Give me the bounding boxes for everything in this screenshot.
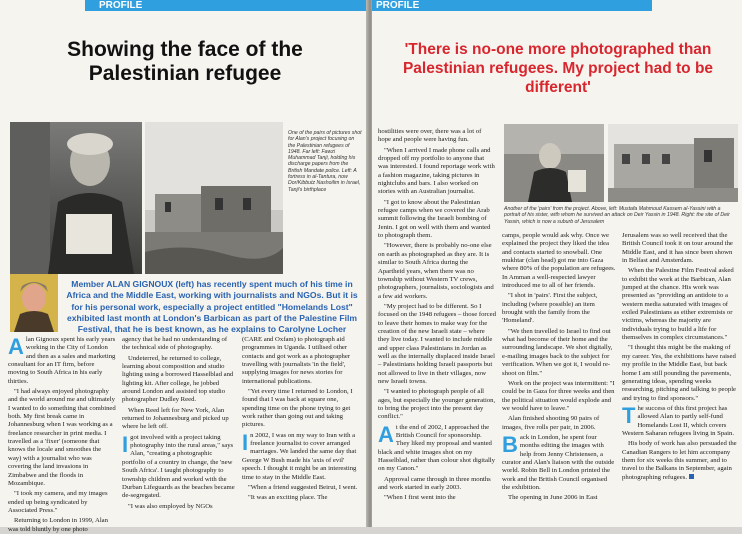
paragraph: "Yet every time I returned to London, I found that I was back at square one, spending time on the phone trying to get work rather than going out and taking pictures.	[242, 388, 353, 429]
portrait-photo	[10, 122, 142, 274]
author-photo-image	[10, 274, 58, 332]
paragraph: "I got to know about the Palestinian refugee camps when we covered the Arab summit following the Israeli bombing of Jenin. I got on well with them and wanted to photograph them.	[378, 198, 491, 240]
paragraph: ack in London, he spent four months editing the images with help from Jenny Christensen, a curator and Alan's liaison with the outside world. Robin Bell in London printed the work and the British Council organised the exhibition.	[502, 433, 615, 491]
end-mark	[689, 474, 694, 479]
paragraph: When the Palestine Film Festival asked to exhibit the work at the Barbican, Alan jumped at the chance. His work was presented as "providing an antidote to a western media saturated with images of exiled Palestinians as either extremists or victims, whereas the majority are individuals trying to build a life for themselves in complex circumstances."	[622, 267, 734, 342]
paragraph: "When a friend suggested Beirut, I went.	[248, 483, 358, 491]
paragraph: "When I first went into the	[384, 494, 456, 502]
paragraph: he success of this first project has allowed Alan to partly self-fund Homelands Lost II, which covers Western Saharan refugees living in Spain.	[622, 404, 735, 437]
body-column-1	[8, 334, 116, 533]
drop-cap: B	[502, 431, 518, 457]
portrait-photo-image	[10, 122, 142, 274]
paragraph: "We then travelled to Israel to find out what had become of their home and the surrounding landscape. We shot digitally, e-mailing images back to the subject for verification. When we got it, I would re-shoot on film."	[502, 327, 613, 377]
paragraph: (CARE and Oxfam) to photograph aid programmes in Uganda. I utilised other contacts and got work as a photographer travelling with journalists 'in the field', supplying images for news stories for international publications.	[242, 336, 351, 385]
paragraph: "My project had to be different. So I focused on the 1948 refugees – those forced to leave their homes to make way for the creation of the new Israeli state – where they live today. I wanted to include middle and upper class Palestinians in Jordan as well as the internally displaced inside Israel – Palestinians holding Israeli passports but not allowed to live in their villages, now new Israeli towns.	[378, 302, 496, 385]
body-column-3	[622, 232, 738, 527]
paragraph: Approval came through in three months and work started in early 2003.	[378, 475, 491, 492]
section-banner: PROFILE	[85, 0, 368, 11]
paragraph: "I thought this might be the making of my career. Yes, the exhibitions have raised my profile in the Middle East, but back home I am still pounding the pavements, generating ideas, spending weeks researching, pitching and talking to people and trying to find sponsors."	[622, 344, 737, 402]
paragraph: "I shot in 'pairs'. First the subject, including (where possible) an item brought with the family from the 'Homeland'.	[502, 292, 598, 325]
paragraph: "It was an exciting place. The	[248, 494, 328, 502]
paragraph: His body of work has also persuaded the Canadian Rangers to let him accompany them for six weeks this summer, and to travel to the Balkans in September, again photographing refugees.	[622, 440, 737, 481]
paragraph: Jerusalem was so well received that the British Council took it on tour around the Middle East, and it has since been shown in Belfast and Amsterdam.	[622, 232, 733, 265]
pull-quote: 'There is no-one more photographed than Palestinian refugees. My project had to be different'	[402, 41, 714, 96]
paragraph: Alan finished shooting 90 pairs of images, five rolls per pair, in 2006.	[502, 415, 600, 431]
body-column-3	[242, 336, 360, 527]
body-column-1	[378, 128, 496, 527]
drop-cap: I	[242, 429, 249, 455]
paragraph: "I was also employed by NGOs	[128, 502, 213, 510]
fortress-photo	[145, 122, 283, 274]
portrait-photo-image	[504, 124, 604, 202]
photo-caption: One of the pairs of pictures shot for Alan's project focusing on the Palestinian refugees of 1948. Far left: Fawzi Muhammad Tanji, holding his discharge papers from the British Mandate police. Left: A fortress in al-Tantura, now Dor/Kibbutz Nashoilim in Israel, Tanji's birthplace	[288, 130, 362, 193]
standfirst: Member ALAN GIGNOUX (left) has recently spent much of his time in Africa and the Middle East, working with journalists and NGOs. But it is for his personal work, especially a project entitled "Homelands Lost" exhibited last month at London's Barbican as part of the Palestine Film Festival, that he is best known, as he explains to Carolyne Locher	[66, 279, 358, 335]
paragraph: lan Gignoux spent his early years working in the City of London and then as a sales and marketing consultant for an IT firm, before moving to South Africa in his early thirties.	[8, 336, 116, 385]
paragraph: Work on the project was intermittent: "I could be in Gaza for three weeks and then the political situation would explode and we would have to leave."	[502, 379, 615, 412]
photo-caption: Another of the 'pairs' from the project. Above, left: Mustafa Mahmoud Kassem al-Yassini with a portrait of his sister, with whom he survived an attack on Deir Yassin in 1948. Right: the site of Deir Yassin, which is now a suburb of Jerusalem	[504, 206, 730, 225]
drop-cap: A	[378, 421, 394, 447]
paragraph: The opening in June 2006 in East	[508, 494, 598, 502]
paragraph: Returning to London in 1999, Alan was told bluntly by one photo	[8, 517, 108, 533]
fortress-photo-image	[145, 122, 283, 274]
author-photo	[10, 274, 58, 332]
drop-cap: A	[8, 334, 24, 359]
paragraph: t the end of 2002, I approached the British Council for sponsorship. They liked my proposal and wanted black and white images shot on my Hasselblad, rather than colour shot digitally on my Canon."	[378, 423, 496, 473]
paragraph: "When I arrived I made phone calls and dropped off my portfolio to anyone that was interested. I found reportage work with a fashion magazine, taking pictures in nightclubs and bars. I also worked on stories with an Australian journalist.	[378, 146, 495, 196]
paragraph: When Reed left for New York, Alan returned to Johannesburg and picked up where he left off.	[122, 406, 229, 431]
drop-cap: I	[122, 431, 129, 457]
portrait-photo	[504, 124, 604, 202]
paragraph: "However, there is probably no-one else on earth as photographed as they are. It is similar to South Africa during the Apartheid years, when there was no township without Western TV crews, photographers, journalists, sociologists and a few aid workers.	[378, 242, 494, 300]
building-photo	[608, 124, 738, 202]
paragraph: agency that he had no understanding of the technical side of photography.	[122, 336, 228, 352]
paragraph: "I wanted to photograph people of all ages, but especially the younger generation, to bring the project into the present day conflict."	[378, 388, 496, 421]
paragraph: n 2002, I was on my way to Iran with a freelance journalist to cover arranged marriages. We landed the same day that George W Bush made his 'axis of evil' speech. I thought it might be an interesting time to stay in the Middle East.	[242, 431, 357, 481]
body-column-2	[502, 232, 616, 527]
headline: Showing the face of the Palestinian refugee	[67, 38, 303, 85]
paragraph: hostilities were over, there was a lot of hope and people were having fun.	[378, 128, 482, 144]
section-banner: PROFILE	[372, 0, 652, 11]
paragraph: "I had always enjoyed photography and the world around me and ultimately I wanted to do something that combined both. My first break came in Johannesburg when I was working as a freelance researcher in print media. I travelled as a 'fixer' (someone that knows the locale and smoothes the way) with a journalist who was covering the land invasions in Zimbabwe and the floods in Mozambique.	[8, 388, 116, 487]
right-page	[372, 0, 742, 527]
building-photo-image	[608, 124, 738, 202]
paragraph: got involved with a project taking photography into the rural areas," says Alan, "creating a photographic portfolio of a country in change, the 'new South Africa'. I taught photography to township children and worked with the Durban Lifeguards as the beaches became de-segregated.	[122, 433, 235, 500]
left-page	[0, 0, 368, 533]
body-column-2	[122, 336, 236, 527]
paragraph: Undeterred, he returned to college, learning about composition and studio lighting using a borrowed Hasselblad and lighting kit. After college, he jobbed around London and assisted top studio photographer Dudley Reed.	[122, 354, 234, 404]
drop-cap: T	[622, 402, 636, 428]
paragraph: camps, people would ask why. Once we explained the project they liked the idea and contacts started to snowball. One mukhtar (clan head) got me into Gaza where 80% of the population are refugees. In Amman a well-respected lawyer introduced me to all of her friends.	[502, 232, 616, 290]
paragraph: "I took my camera, and my images ended up being syndicated by Associated Press."	[8, 490, 108, 514]
